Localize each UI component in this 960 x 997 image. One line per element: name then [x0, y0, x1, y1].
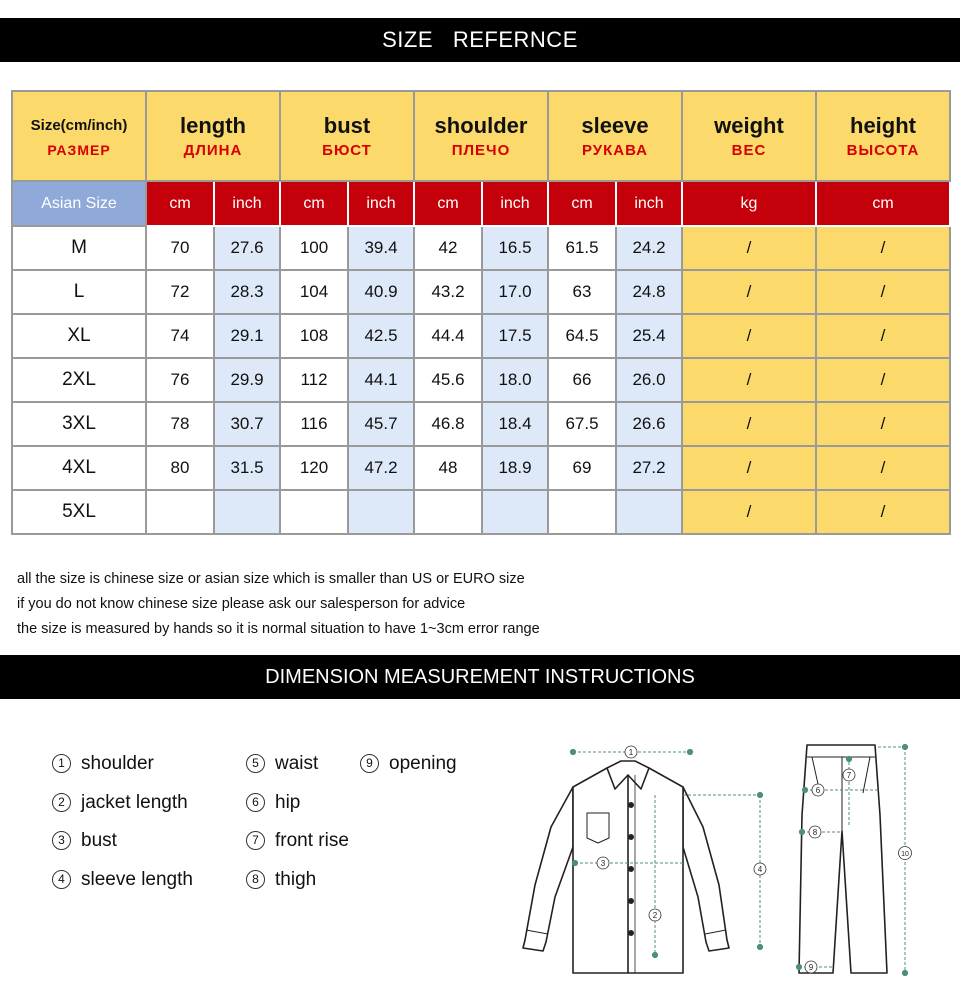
legend-number-icon: 4: [52, 870, 71, 889]
unit-kg: kg: [682, 181, 816, 226]
unit-asian-size: Asian Size: [12, 181, 146, 226]
cell-height: /: [816, 490, 950, 534]
cell-bust-cm: 120: [280, 446, 348, 490]
cell-bust-in: [348, 490, 414, 534]
header-bust-en: bust: [323, 112, 371, 138]
cell-shoulder-cm: [414, 490, 482, 534]
cell-size: M: [12, 226, 146, 270]
marker-4-label: 4: [757, 865, 763, 874]
size-row: [12, 358, 950, 402]
marker-3-label: 3: [600, 859, 606, 868]
marker-8-label: 8: [812, 828, 818, 837]
size-reference-title: SIZE REFERNCE: [382, 27, 578, 52]
cell-weight: /: [682, 358, 816, 402]
size-row: [12, 226, 950, 270]
cell-bust-cm: [280, 490, 348, 534]
shirt-drawing: [523, 761, 729, 973]
cell-sleeve-in: 26.0: [616, 358, 682, 402]
cell-bust-in: 42.5: [348, 314, 414, 358]
cell-bust-cm: 112: [280, 358, 348, 402]
cell-bust-in: 45.7: [348, 402, 414, 446]
header-shoulder: [414, 91, 548, 181]
unit-inch: inch: [482, 181, 548, 226]
legend-label: front rise: [275, 830, 349, 851]
unit-inch: inch: [616, 181, 682, 226]
cell-length-cm: 78: [146, 402, 214, 446]
cell-length-in: 29.1: [214, 314, 280, 358]
dimension-title: DIMENSION MEASUREMENT INSTRUCTIONS: [265, 665, 695, 688]
size-table: [11, 90, 951, 535]
cell-length-in: 28.3: [214, 270, 280, 314]
header-size-en: Size(cm/inch): [30, 117, 128, 134]
cell-height: /: [816, 446, 950, 490]
cell-length-cm: 80: [146, 446, 214, 490]
marker-7-label: 7: [846, 771, 852, 780]
note-line: the size is measured by hands so it is normal situation to have 1~3cm error range: [17, 621, 540, 637]
size-row: [12, 402, 950, 446]
cell-shoulder-cm: 48: [414, 446, 482, 490]
cell-bust-in: 40.9: [348, 270, 414, 314]
size-row: [12, 314, 950, 358]
cell-height: /: [816, 402, 950, 446]
header-sleeve-ru: РУКАВА: [581, 141, 649, 159]
header-height: [816, 91, 950, 181]
marker-1-label: 1: [628, 748, 634, 757]
cell-length-cm: 74: [146, 314, 214, 358]
cell-bust-in: 47.2: [348, 446, 414, 490]
cell-sleeve-in: 27.2: [616, 446, 682, 490]
cell-shoulder-in: [482, 490, 548, 534]
cell-length-in: 30.7: [214, 402, 280, 446]
legend-number-icon: 8: [246, 870, 265, 889]
cell-shoulder-in: 18.0: [482, 358, 548, 402]
cell-shoulder-in: 18.4: [482, 402, 548, 446]
cell-shoulder-cm: 43.2: [414, 270, 482, 314]
unit-inch: inch: [214, 181, 280, 226]
marker-8-icon: [809, 826, 821, 838]
cell-sleeve-in: 24.8: [616, 270, 682, 314]
header-height-ru: ВЫСОТА: [846, 141, 920, 159]
size-row: [12, 490, 950, 534]
marker-9-icon: [805, 961, 817, 973]
header-length-en: length: [180, 112, 246, 138]
cell-height: /: [816, 226, 950, 270]
size-reference-banner: [0, 18, 960, 62]
cell-shoulder-cm: 42: [414, 226, 482, 270]
cell-weight: /: [682, 446, 816, 490]
pants-drawing: [799, 745, 887, 973]
legend-label: bust: [81, 830, 117, 851]
unit-inch: inch: [348, 181, 414, 226]
cell-size: 4XL: [12, 446, 146, 490]
cell-size: 5XL: [12, 490, 146, 534]
header-shoulder-en: shoulder: [434, 112, 528, 138]
header-sleeve-en: sleeve: [581, 112, 649, 138]
legend-label: sleeve length: [81, 869, 193, 890]
cell-sleeve-in: 26.6: [616, 402, 682, 446]
cell-shoulder-in: 17.5: [482, 314, 548, 358]
cell-sleeve-in: [616, 490, 682, 534]
legend-item: [246, 791, 300, 815]
header-bust-ru: БЮСТ: [322, 141, 372, 159]
unit-cm: cm: [816, 181, 950, 226]
unit-cm: cm: [548, 181, 616, 226]
legend-label: hip: [275, 792, 301, 813]
cell-weight: /: [682, 270, 816, 314]
cell-weight: /: [682, 490, 816, 534]
unit-cm: cm: [414, 181, 482, 226]
cell-shoulder-in: 17.0: [482, 270, 548, 314]
legend-label: thigh: [275, 869, 317, 890]
legend-item: [246, 752, 318, 776]
cell-length-in: 27.6: [214, 226, 280, 270]
cell-sleeve-cm: 61.5: [548, 226, 616, 270]
legend-item: [246, 868, 316, 892]
header-length-ru: ДЛИНА: [183, 141, 243, 159]
marker-6-label: 6: [815, 786, 821, 795]
cell-length-cm: 70: [146, 226, 214, 270]
cell-shoulder-cm: 46.8: [414, 402, 482, 446]
cell-shoulder-in: 18.9: [482, 446, 548, 490]
header-size-ru: РАЗМЕР: [47, 142, 111, 158]
cell-length-cm: 76: [146, 358, 214, 402]
legend-item: [52, 791, 188, 815]
cell-bust-cm: 108: [280, 314, 348, 358]
marker-10-label: 10: [901, 851, 909, 858]
unit-cm: cm: [146, 181, 214, 226]
header-weight-ru: ВЕС: [731, 141, 767, 159]
marker-1-icon: [625, 746, 637, 758]
size-notes: [17, 567, 540, 642]
legend-item: [360, 752, 457, 776]
legend-number-icon: 1: [52, 754, 71, 773]
marker-2-label: 2: [652, 911, 658, 920]
size-row: [12, 270, 950, 314]
cell-length-in: 31.5: [214, 446, 280, 490]
cell-sleeve-cm: 69: [548, 446, 616, 490]
legend-number-icon: 5: [246, 754, 265, 773]
header-weight: [682, 91, 816, 181]
cell-weight: /: [682, 226, 816, 270]
marker-4-icon: [754, 863, 766, 875]
marker-10-icon: [899, 847, 912, 860]
cell-bust-cm: 104: [280, 270, 348, 314]
header-height-en: height: [850, 112, 916, 138]
cell-size: 3XL: [12, 402, 146, 446]
header-bust: [280, 91, 414, 181]
note-line: all the size is chinese size or asian size which is smaller than US or EURO size: [17, 571, 525, 587]
legend-item: [52, 752, 154, 776]
legend-label: waist: [275, 753, 319, 774]
marker-6-icon: [812, 784, 824, 796]
dimension-banner: [0, 655, 960, 699]
cell-size: XL: [12, 314, 146, 358]
legend-number-icon: 7: [246, 831, 265, 850]
cell-shoulder-cm: 44.4: [414, 314, 482, 358]
note-line: if you do not know chinese size please ask our salesperson for advice: [17, 596, 466, 612]
legend-number-icon: 2: [52, 793, 71, 812]
legend-number-icon: 9: [360, 754, 379, 773]
garment-measurement-diagram: [515, 735, 920, 985]
legend-label: jacket length: [81, 792, 188, 813]
cell-sleeve-cm: 67.5: [548, 402, 616, 446]
cell-shoulder-cm: 45.6: [414, 358, 482, 402]
header-row: [12, 91, 950, 181]
legend-label: shoulder: [81, 753, 154, 774]
marker-2-icon: [649, 909, 661, 921]
cell-length-cm: 72: [146, 270, 214, 314]
cell-weight: /: [682, 314, 816, 358]
cell-sleeve-cm: 64.5: [548, 314, 616, 358]
legend-number-icon: 6: [246, 793, 265, 812]
cell-sleeve-in: 24.2: [616, 226, 682, 270]
size-row: [12, 446, 950, 490]
unit-cm: cm: [280, 181, 348, 226]
cell-sleeve-cm: 66: [548, 358, 616, 402]
cell-sleeve-cm: [548, 490, 616, 534]
cell-bust-in: 44.1: [348, 358, 414, 402]
header-length: [146, 91, 280, 181]
cell-height: /: [816, 358, 950, 402]
cell-height: /: [816, 270, 950, 314]
cell-shoulder-in: 16.5: [482, 226, 548, 270]
cell-length-cm: [146, 490, 214, 534]
legend-number-icon: 3: [52, 831, 71, 850]
legend-label: opening: [389, 753, 457, 774]
header-size: [12, 91, 146, 181]
legend-item: [246, 829, 349, 853]
cell-size: 2XL: [12, 358, 146, 402]
header-sleeve: [548, 91, 682, 181]
cell-length-in: [214, 490, 280, 534]
marker-9-label: 9: [808, 963, 814, 972]
cell-bust-cm: 100: [280, 226, 348, 270]
marker-3-icon: [597, 857, 609, 869]
header-weight-en: weight: [714, 112, 784, 138]
cell-length-in: 29.9: [214, 358, 280, 402]
legend-item: [52, 829, 117, 853]
cell-sleeve-cm: 63: [548, 270, 616, 314]
cell-sleeve-in: 25.4: [616, 314, 682, 358]
legend-item: [52, 868, 193, 892]
header-shoulder-ru: ПЛЕЧО: [451, 141, 511, 159]
cell-size: L: [12, 270, 146, 314]
unit-row: [12, 181, 950, 226]
cell-bust-cm: 116: [280, 402, 348, 446]
cell-height: /: [816, 314, 950, 358]
marker-7-icon: [843, 769, 855, 781]
cell-bust-in: 39.4: [348, 226, 414, 270]
cell-weight: /: [682, 402, 816, 446]
